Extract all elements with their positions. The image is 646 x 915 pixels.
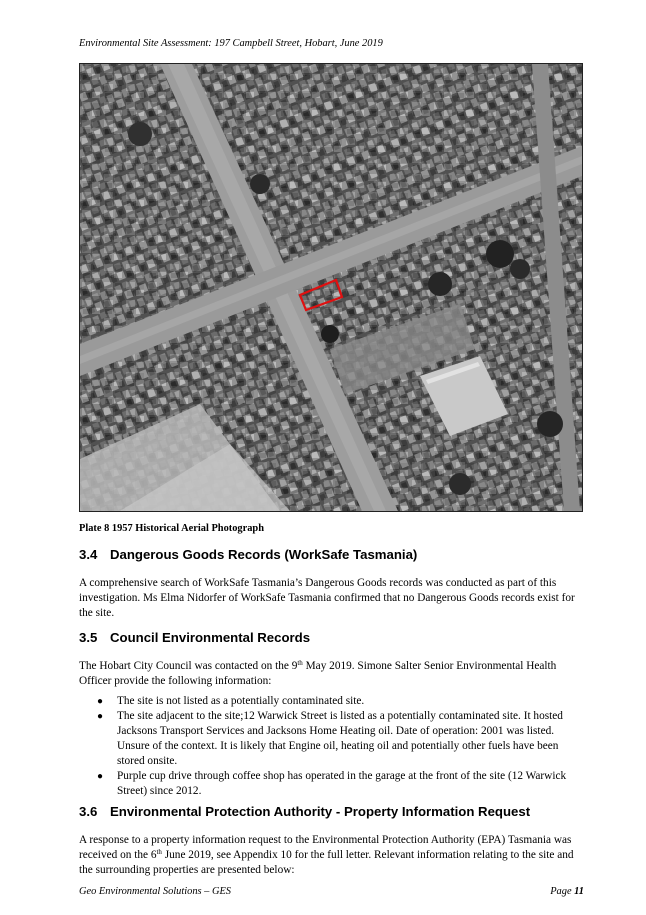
list-item [79, 709, 587, 769]
section-title: Dangerous Goods Records (WorkSafe Tasmania) [110, 547, 418, 562]
page-number [550, 886, 584, 897]
list-item [79, 769, 587, 799]
section-3-4-paragraph: A comprehensive search of WorkSafe Tasmania’s Dangerous Goods records was conducted as part of this investigation. Ms Elma Nidorfer of WorkSafe Tasmania confirmed that no Dangerous Goods records exist for the site. [79, 577, 575, 619]
section-number: 3.6 [79, 804, 98, 819]
section-number: 3.4 [79, 547, 98, 562]
bullet-icon: ● [97, 771, 104, 782]
section-3-5-paragraph [79, 659, 587, 689]
footer-company: Geo Environmental Solutions – GES [79, 886, 231, 897]
section-number: 3.5 [79, 630, 98, 645]
list-item [79, 694, 587, 709]
section-heading-3-5 [79, 630, 310, 645]
bullet-icon: ● [97, 696, 104, 707]
ordinal-suffix: th [156, 848, 162, 856]
paragraph-text: The Hobart City Council was contacted on the 9 [79, 660, 298, 672]
list-item-text: Purple cup drive through coffee shop has operated in the garage at the front of the site (12 Warwick Street) since 2012. [117, 770, 567, 797]
bullet-icon: ● [97, 711, 104, 722]
section-3-6-paragraph [79, 833, 587, 878]
section-heading-3-4 [79, 547, 417, 562]
section-title: Environmental Protection Authority - Property Information Request [110, 804, 531, 819]
list-item-text: The site is not listed as a potentially contaminated site. [117, 695, 365, 707]
paragraph-text: A response to a property information request to the Environmental Protection Authority (EPA) Tasmania was received on the 6 [79, 834, 572, 861]
paragraph-text: May 2019. Simone Salter Senior Environmental Health Officer provide the following information: [79, 660, 557, 687]
aerial-photograph [79, 63, 583, 512]
section-title: Council Environmental Records [110, 630, 311, 645]
ordinal-suffix: th [297, 659, 303, 667]
list-item-text: The site adjacent to the site;12 Warwick Street is listed as a potentially contaminated site. It hosted Jacksons Transport Services and Jacksons Home Heating oil. Date of operation: 2001 was listed. Unsure of the context. It is likely that Engine oil, heating oil and potentially other fuels have been stored onsite. [117, 710, 563, 767]
running-header: Environmental Site Assessment: 197 Campbell Street, Hobart, June 2019 [79, 38, 383, 49]
paragraph-text: June 2019, see Appendix 10 for the full letter. Relevant information relating to the site and the surrounding properties are presented below: [79, 849, 574, 876]
plate-caption: Plate 8 1957 Historical Aerial Photograph [79, 523, 264, 534]
section-heading-3-6 [79, 804, 530, 819]
council-findings-list [79, 694, 587, 799]
page-label: Page [550, 886, 572, 897]
page-number-value: 11 [574, 886, 584, 897]
